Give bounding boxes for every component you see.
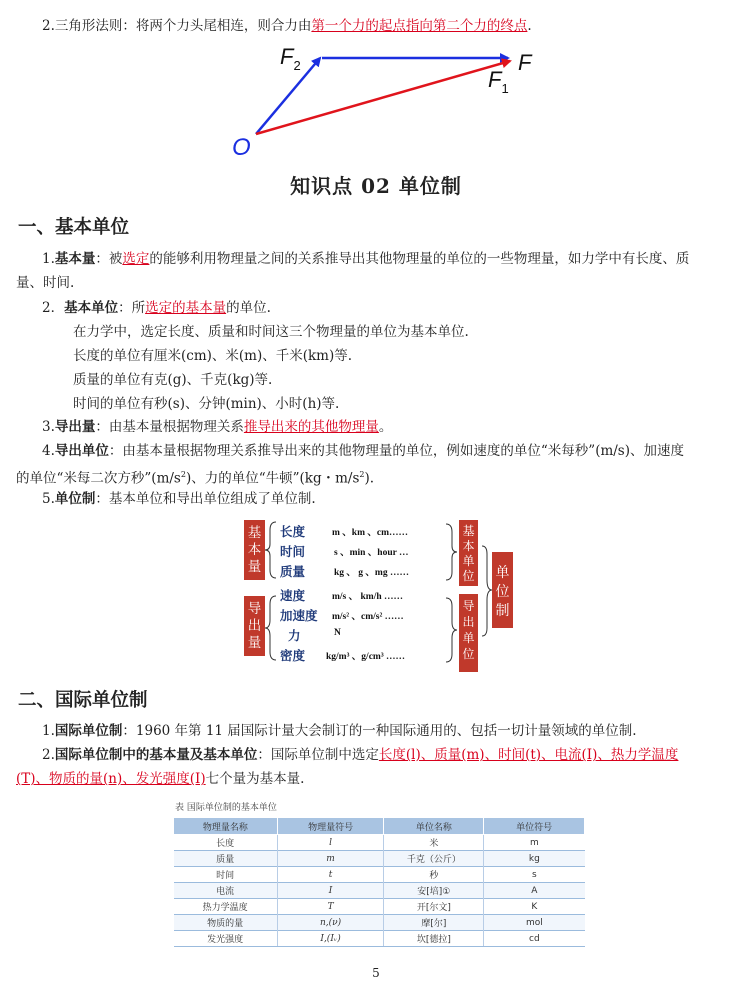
item4-line2: 的单位“米每二次方秒$”(m/s^2)$、力的单位“牛顿”(kg・$m/s^2$). xyxy=(16,470,375,487)
item3-line: 3.导出量：由基本量根据物理关系推导出来的其他物理量。 xyxy=(42,419,393,435)
item1-line1: 1.基本量：被选定的能够利用物理量之间的关系推导出其他物理量的单位的一些物理量，如力学中有长度、质 xyxy=(42,251,690,267)
origin-label: O xyxy=(232,134,251,161)
column-header: 单位名称 xyxy=(384,818,484,835)
triangle-rule-text: 将两个力头尾相连，则合力由 xyxy=(135,18,312,34)
section-title: 知识点 02 单位制 xyxy=(290,174,462,198)
item2-sub-2: 长度的单位有厘米(cm)、米(m)、千米(km)等. xyxy=(73,348,353,364)
si-item1-line: 1.国际单位制：1960 年第 11 届国际计量大会制订的一种国际通用的、包括一切计量领域的单位制. xyxy=(42,723,637,739)
table-header-row xyxy=(174,818,585,835)
si-base-unit-table xyxy=(173,817,585,947)
item5-line: 5.单位制：基本单位和导出单位组成了单位制. xyxy=(42,491,316,507)
triangle-rule-line: 2.三角形法则：将两个力头尾相连，则合力由第一个力的起点指向第二个力的终点. xyxy=(16,14,728,38)
units-density: kg/m³ 、g/cm³ …… xyxy=(326,652,406,662)
f1-label: $F_1$ xyxy=(488,67,509,96)
derived-quantity-box: 导出量 xyxy=(244,596,265,656)
f2-label: $F_2$ xyxy=(280,44,301,73)
f2-vector xyxy=(256,58,320,134)
table-row: 质量 m 千克（公斤） kg xyxy=(174,851,585,867)
item2-sub-1: 在力学中，选定长度、质量和时间这三个物理量的单位为基本单位. xyxy=(73,324,469,340)
unit-system-term: 单位制 xyxy=(54,491,96,507)
units-force: N xyxy=(334,628,341,638)
item4-line1: 4.导出单位：由基本量根据物理关系推导出来的其他物理量的单位，例如速度的单位“米每秒”(m/s)、加速度 xyxy=(42,443,685,459)
page-number: 5 xyxy=(372,966,380,980)
triangle-rule-prefix: 2.三角形法则： xyxy=(42,18,136,34)
column-header: 物理量名称 xyxy=(174,818,278,835)
table-row: 发光强度 I,(Iᵥ) 坎[德拉] cd xyxy=(174,931,585,947)
item2-line: 2．基本单位：所选定的基本量的单位. xyxy=(42,300,271,316)
table-row: 热力学温度 T 开[尔文] K xyxy=(174,899,585,915)
base-quantity-term: 基本量 xyxy=(54,251,96,267)
column-header: 物理量符号 xyxy=(277,818,384,835)
derived-unit-term: 导出单位 xyxy=(54,443,109,459)
si-item2-line1: 2.国际单位制中的基本量及基本单位：国际单位制中选定长度(l)、质量(m)、时间(t)、电流(I)、热力学温度 xyxy=(42,747,679,763)
item1-line2: 量、时间. xyxy=(16,275,75,291)
table-caption: 表 国际单位制的基本单位 xyxy=(175,803,277,813)
quantity-force: 力 xyxy=(288,629,301,643)
si-term: 国际单位制 xyxy=(54,723,123,739)
triangle-rule-highlight: 第一个力的起点指向第二个力的终点 xyxy=(311,18,528,34)
quantity-velocity: 速度 xyxy=(280,589,306,603)
base-unit-term: 基本单位 xyxy=(64,300,119,316)
units-acceleration: m/s² 、cm/s² …… xyxy=(332,612,404,622)
table-row: 长度 l 米 m xyxy=(174,835,585,851)
quantity-acceleration: 加速度 xyxy=(280,609,318,623)
units-length: m 、km 、cm…… xyxy=(332,528,408,538)
derived-quantity-term: 导出量 xyxy=(54,419,96,435)
unit-system-diagram xyxy=(236,516,516,663)
quantity-time: 时间 xyxy=(280,545,306,559)
quantity-length: 长度 xyxy=(280,525,306,539)
base-unit-box: 基本单位 xyxy=(459,520,478,586)
quantity-mass: 质量 xyxy=(280,565,306,579)
si-base-term: 国际单位制中的基本量及基本单位 xyxy=(54,747,258,763)
item2-sub-4: 时间的单位有秒(s)、分钟(min)、小时(h)等. xyxy=(73,396,340,412)
table-row: 物质的量 n,(ν) 摩[尔] mol xyxy=(174,915,585,931)
item2-sub-3: 质量的单位有克(g)、千克(kg)等. xyxy=(73,372,273,388)
units-mass: kg 、 g 、mg …… xyxy=(334,568,409,578)
unit-system-box: 单位制 xyxy=(492,552,513,628)
table-row: 电流 I 安[培]① A xyxy=(174,883,585,899)
vector-triangle-figure xyxy=(228,42,548,162)
part1-heading: 一、基本单位 xyxy=(18,217,130,238)
units-time: s 、min 、hour … xyxy=(334,548,409,558)
si-item2-line2: (T)、物质的量(n)、发光强度(I)七个量为基本量. xyxy=(16,771,305,787)
quantity-density: 密度 xyxy=(280,649,306,663)
f-label: F xyxy=(518,50,532,75)
derived-unit-box: 导出单位 xyxy=(459,594,478,672)
base-quantity-box: 基本量 xyxy=(244,520,265,580)
units-velocity: m/s 、 km/h …… xyxy=(332,592,403,602)
column-header: 单位符号 xyxy=(484,818,585,835)
table-row: 时间 t 秒 s xyxy=(174,867,585,883)
part2-heading: 二、国际单位制 xyxy=(18,690,148,711)
